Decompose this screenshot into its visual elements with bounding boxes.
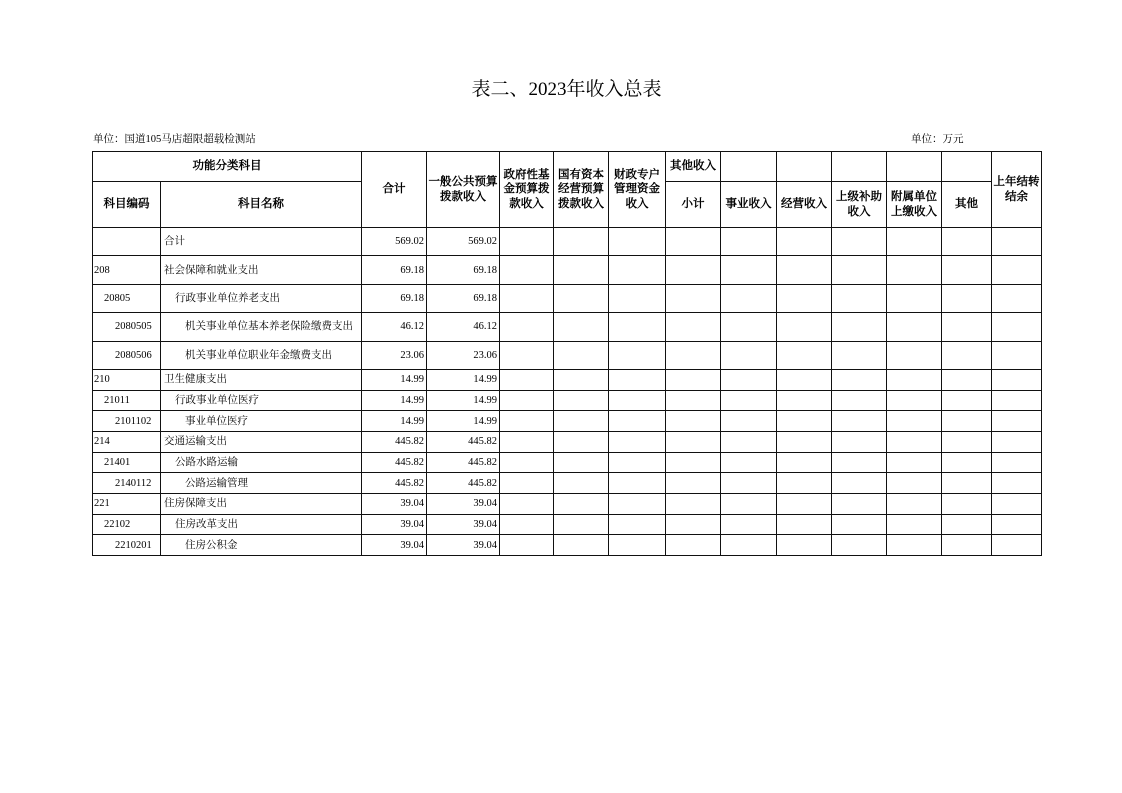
cell-gov-fund-budget [500, 535, 554, 556]
cell-fiscal-special-account [609, 514, 666, 535]
cell-gov-fund-budget [500, 473, 554, 494]
header-operating-income: 经营收入 [777, 182, 832, 228]
cell-general-public-budget: 69.18 [427, 256, 500, 284]
cell-other-subtotal [666, 431, 721, 452]
cell-superior-subsidy [832, 473, 887, 494]
cell-business-income [721, 411, 777, 432]
cell-gov-fund-budget [500, 256, 554, 284]
header-blank-cell [777, 152, 832, 182]
cell-subject-name: 住房公积金 [161, 535, 362, 556]
cell-fiscal-special-account [609, 369, 666, 390]
cell-operating-income [777, 341, 832, 369]
cell-subordinate-remittance [887, 390, 942, 411]
cell-gov-fund-budget [500, 369, 554, 390]
header-subject-code: 科目编码 [93, 182, 161, 228]
cell-operating-income [777, 228, 832, 256]
header-gov-fund-budget: 政府性基金预算拨款收入 [500, 152, 554, 228]
cell-total: 569.02 [362, 228, 427, 256]
cell-superior-subsidy [832, 535, 887, 556]
cell-other-subtotal [666, 313, 721, 341]
cell-fiscal-special-account [609, 341, 666, 369]
cell-prior-year-carryover [992, 390, 1042, 411]
cell-other-subtotal [666, 493, 721, 514]
cell-subject-code: 2210201 [93, 535, 161, 556]
header-other-income: 其他收入 [666, 152, 721, 182]
cell-superior-subsidy [832, 411, 887, 432]
cell-general-public-budget: 39.04 [427, 493, 500, 514]
cell-fiscal-special-account [609, 493, 666, 514]
header-blank-cell [942, 152, 992, 182]
cell-superior-subsidy [832, 493, 887, 514]
page-title: 表二、2023年收入总表 [471, 79, 662, 100]
table-row [93, 228, 1042, 256]
cell-subject-code: 22102 [93, 514, 161, 535]
cell-state-capital-budget [554, 411, 609, 432]
cell-superior-subsidy [832, 284, 887, 312]
cell-subject-code: 2140112 [93, 473, 161, 494]
cell-operating-income [777, 473, 832, 494]
cell-fiscal-special-account [609, 256, 666, 284]
cell-total: 14.99 [362, 369, 427, 390]
cell-subordinate-remittance [887, 256, 942, 284]
cell-prior-year-carryover [992, 431, 1042, 452]
cell-subject-name: 住房保障支出 [161, 493, 362, 514]
cell-subordinate-remittance [887, 431, 942, 452]
header-subtotal: 小计 [666, 182, 721, 228]
table-body [93, 228, 1042, 556]
cell-gov-fund-budget [500, 284, 554, 312]
cell-subject-name: 交通运输支出 [161, 431, 362, 452]
header-function-category: 功能分类科目 [93, 152, 362, 182]
cell-fiscal-special-account [609, 535, 666, 556]
cell-business-income [721, 514, 777, 535]
cell-business-income [721, 431, 777, 452]
cell-general-public-budget: 14.99 [427, 390, 500, 411]
cell-prior-year-carryover [992, 535, 1042, 556]
cell-state-capital-budget [554, 514, 609, 535]
cell-subject-code: 214 [93, 431, 161, 452]
cell-subject-code: 210 [93, 369, 161, 390]
cell-total: 69.18 [362, 256, 427, 284]
cell-operating-income [777, 369, 832, 390]
cell-general-public-budget: 445.82 [427, 431, 500, 452]
header-total: 合计 [362, 152, 427, 228]
unit-currency-label: 单位：万元 [911, 134, 964, 145]
cell-prior-year-carryover [992, 369, 1042, 390]
cell-gov-fund-budget [500, 390, 554, 411]
header-general-public-budget: 一般公共预算拨款收入 [427, 152, 500, 228]
cell-subject-name: 机关事业单位职业年金缴费支出 [161, 341, 362, 369]
cell-business-income [721, 493, 777, 514]
cell-total: 23.06 [362, 341, 427, 369]
cell-general-public-budget: 39.04 [427, 535, 500, 556]
cell-subject-code: 2101102 [93, 411, 161, 432]
cell-subject-code: 20805 [93, 284, 161, 312]
cell-subject-code: 221 [93, 493, 161, 514]
cell-total: 39.04 [362, 535, 427, 556]
cell-superior-subsidy [832, 228, 887, 256]
cell-subject-name: 公路运输管理 [161, 473, 362, 494]
cell-business-income [721, 256, 777, 284]
cell-gov-fund-budget [500, 228, 554, 256]
cell-business-income [721, 473, 777, 494]
cell-state-capital-budget [554, 313, 609, 341]
cell-state-capital-budget [554, 473, 609, 494]
cell-total: 445.82 [362, 452, 427, 473]
header-others: 其他 [942, 182, 992, 228]
header-blank-cell [887, 152, 942, 182]
cell-general-public-budget: 14.99 [427, 369, 500, 390]
table-row [93, 390, 1042, 411]
cell-other-subtotal [666, 411, 721, 432]
cell-general-public-budget: 23.06 [427, 341, 500, 369]
cell-prior-year-carryover [992, 411, 1042, 432]
cell-subordinate-remittance [887, 228, 942, 256]
cell-general-public-budget: 445.82 [427, 452, 500, 473]
cell-subject-name: 公路水路运输 [161, 452, 362, 473]
cell-subject-code [93, 228, 161, 256]
cell-superior-subsidy [832, 452, 887, 473]
cell-operating-income [777, 431, 832, 452]
cell-subject-name: 行政事业单位医疗 [161, 390, 362, 411]
cell-subject-code: 21401 [93, 452, 161, 473]
cell-general-public-budget: 39.04 [427, 514, 500, 535]
cell-subject-name: 卫生健康支出 [161, 369, 362, 390]
cell-operating-income [777, 313, 832, 341]
cell-superior-subsidy [832, 369, 887, 390]
cell-superior-subsidy [832, 514, 887, 535]
cell-prior-year-carryover [992, 493, 1042, 514]
cell-operating-income [777, 535, 832, 556]
cell-fiscal-special-account [609, 473, 666, 494]
table-row [93, 493, 1042, 514]
cell-state-capital-budget [554, 390, 609, 411]
cell-total: 39.04 [362, 514, 427, 535]
cell-business-income [721, 228, 777, 256]
table-row [93, 452, 1042, 473]
cell-prior-year-carryover [992, 473, 1042, 494]
cell-subordinate-remittance [887, 514, 942, 535]
cell-others [942, 284, 992, 312]
cell-subject-name: 社会保障和就业支出 [161, 256, 362, 284]
revenue-table [92, 151, 1042, 556]
cell-state-capital-budget [554, 431, 609, 452]
cell-fiscal-special-account [609, 390, 666, 411]
cell-prior-year-carryover [992, 514, 1042, 535]
cell-superior-subsidy [832, 431, 887, 452]
cell-total: 445.82 [362, 473, 427, 494]
cell-others [942, 256, 992, 284]
cell-others [942, 493, 992, 514]
cell-fiscal-special-account [609, 431, 666, 452]
cell-others [942, 228, 992, 256]
table-row [93, 256, 1042, 284]
cell-subject-name: 事业单位医疗 [161, 411, 362, 432]
cell-subject-name: 机关事业单位基本养老保险缴费支出 [161, 313, 362, 341]
cell-subordinate-remittance [887, 284, 942, 312]
cell-others [942, 431, 992, 452]
header-superior-subsidy: 上级补助收入 [832, 182, 887, 228]
cell-gov-fund-budget [500, 452, 554, 473]
cell-fiscal-special-account [609, 313, 666, 341]
cell-other-subtotal [666, 390, 721, 411]
cell-general-public-budget: 14.99 [427, 411, 500, 432]
table-row [93, 284, 1042, 312]
table-row [93, 473, 1042, 494]
cell-others [942, 535, 992, 556]
cell-other-subtotal [666, 535, 721, 556]
cell-gov-fund-budget [500, 431, 554, 452]
cell-business-income [721, 313, 777, 341]
header-business-income: 事业收入 [721, 182, 777, 228]
cell-other-subtotal [666, 284, 721, 312]
cell-subject-code: 208 [93, 256, 161, 284]
cell-subordinate-remittance [887, 493, 942, 514]
cell-business-income [721, 341, 777, 369]
cell-others [942, 390, 992, 411]
cell-gov-fund-budget [500, 514, 554, 535]
cell-others [942, 369, 992, 390]
unit-organization-label: 单位：国道105马店超限超载检测站 [93, 134, 256, 145]
cell-operating-income [777, 452, 832, 473]
header-fiscal-special-account: 财政专户管理资金收入 [609, 152, 666, 228]
cell-others [942, 341, 992, 369]
cell-general-public-budget: 46.12 [427, 313, 500, 341]
header-row-top [93, 152, 1042, 182]
table-row [93, 535, 1042, 556]
cell-subordinate-remittance [887, 313, 942, 341]
cell-total: 14.99 [362, 411, 427, 432]
cell-prior-year-carryover [992, 452, 1042, 473]
cell-prior-year-carryover [992, 256, 1042, 284]
cell-state-capital-budget [554, 228, 609, 256]
cell-total: 39.04 [362, 493, 427, 514]
cell-prior-year-carryover [992, 313, 1042, 341]
cell-gov-fund-budget [500, 493, 554, 514]
cell-others [942, 411, 992, 432]
header-state-capital-budget: 国有资本经营预算拨款收入 [554, 152, 609, 228]
cell-gov-fund-budget [500, 313, 554, 341]
cell-total: 14.99 [362, 390, 427, 411]
cell-superior-subsidy [832, 256, 887, 284]
cell-operating-income [777, 284, 832, 312]
cell-state-capital-budget [554, 284, 609, 312]
cell-state-capital-budget [554, 535, 609, 556]
cell-prior-year-carryover [992, 341, 1042, 369]
cell-subordinate-remittance [887, 341, 942, 369]
cell-gov-fund-budget [500, 411, 554, 432]
cell-total: 445.82 [362, 431, 427, 452]
cell-subordinate-remittance [887, 411, 942, 432]
header-subject-name: 科目名称 [161, 182, 362, 228]
cell-subject-name: 行政事业单位养老支出 [161, 284, 362, 312]
cell-operating-income [777, 256, 832, 284]
cell-subject-code: 2080506 [93, 341, 161, 369]
cell-state-capital-budget [554, 369, 609, 390]
cell-subordinate-remittance [887, 473, 942, 494]
table-row [93, 313, 1042, 341]
cell-superior-subsidy [832, 341, 887, 369]
cell-state-capital-budget [554, 256, 609, 284]
cell-general-public-budget: 569.02 [427, 228, 500, 256]
cell-operating-income [777, 390, 832, 411]
table-row [93, 411, 1042, 432]
cell-operating-income [777, 514, 832, 535]
cell-operating-income [777, 493, 832, 514]
cell-state-capital-budget [554, 493, 609, 514]
cell-others [942, 452, 992, 473]
table-row [93, 514, 1042, 535]
cell-other-subtotal [666, 228, 721, 256]
header-subordinate-remittance: 附属单位上缴收入 [887, 182, 942, 228]
cell-fiscal-special-account [609, 284, 666, 312]
cell-others [942, 514, 992, 535]
cell-other-subtotal [666, 514, 721, 535]
cell-state-capital-budget [554, 452, 609, 473]
table-row [93, 431, 1042, 452]
table-row [93, 341, 1042, 369]
cell-superior-subsidy [832, 313, 887, 341]
cell-fiscal-special-account [609, 411, 666, 432]
cell-subject-name: 住房改革支出 [161, 514, 362, 535]
cell-total: 69.18 [362, 284, 427, 312]
cell-general-public-budget: 69.18 [427, 284, 500, 312]
cell-other-subtotal [666, 341, 721, 369]
cell-other-subtotal [666, 256, 721, 284]
cell-subject-code: 21011 [93, 390, 161, 411]
header-prior-year-carryover: 上年结转结余 [992, 152, 1042, 228]
header-blank-cell [721, 152, 777, 182]
cell-business-income [721, 369, 777, 390]
cell-other-subtotal [666, 473, 721, 494]
cell-business-income [721, 535, 777, 556]
table-row [93, 369, 1042, 390]
cell-subordinate-remittance [887, 369, 942, 390]
cell-prior-year-carryover [992, 284, 1042, 312]
cell-state-capital-budget [554, 341, 609, 369]
cell-others [942, 313, 992, 341]
cell-superior-subsidy [832, 390, 887, 411]
cell-prior-year-carryover [992, 228, 1042, 256]
cell-other-subtotal [666, 369, 721, 390]
cell-subordinate-remittance [887, 535, 942, 556]
cell-gov-fund-budget [500, 341, 554, 369]
cell-other-subtotal [666, 452, 721, 473]
cell-general-public-budget: 445.82 [427, 473, 500, 494]
cell-subject-code: 2080505 [93, 313, 161, 341]
cell-business-income [721, 390, 777, 411]
cell-fiscal-special-account [609, 228, 666, 256]
cell-fiscal-special-account [609, 452, 666, 473]
cell-others [942, 473, 992, 494]
cell-subject-name: 合计 [161, 228, 362, 256]
cell-total: 46.12 [362, 313, 427, 341]
cell-subordinate-remittance [887, 452, 942, 473]
cell-operating-income [777, 411, 832, 432]
cell-business-income [721, 284, 777, 312]
header-blank-cell [832, 152, 887, 182]
cell-business-income [721, 452, 777, 473]
